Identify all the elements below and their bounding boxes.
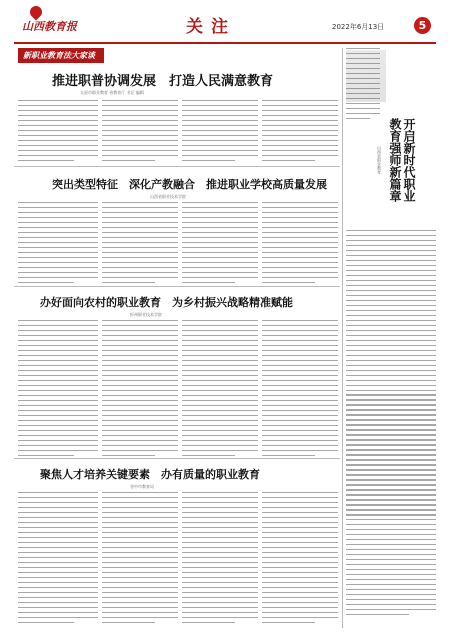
article-4-col-2 xyxy=(102,492,178,627)
article-1-title: 推进职普协调发展 打造人民满意教育 xyxy=(52,74,274,89)
sidebar-byline: 山西省职业教育 xyxy=(377,146,382,174)
masthead xyxy=(0,0,450,46)
article-4-byline: 晋中市教育局 xyxy=(130,484,154,489)
column-divider xyxy=(342,48,343,628)
article-3-title: 办好面向农村的职业教育 为乡村振兴战略精准赋能 xyxy=(40,296,293,309)
article-4-col-4 xyxy=(262,492,338,627)
article-1-col-3 xyxy=(182,100,258,165)
article-4-title: 聚焦人才培养关键要素 办有质量的职业教育 xyxy=(40,468,260,481)
article-3-col-3 xyxy=(182,320,258,460)
article-2-byline: 山西省职业技术学院 xyxy=(150,194,186,199)
sidebar-photo-placeholder xyxy=(346,50,386,102)
section-title: 关注 xyxy=(186,17,236,37)
sidebar-title-col-1: 开启新时代职业 xyxy=(402,118,416,202)
article-2-col-2 xyxy=(102,202,178,287)
newspaper-logo: 山西教育报 xyxy=(22,20,77,33)
article-4-col-3 xyxy=(182,492,258,627)
article-1-col-1 xyxy=(18,100,98,165)
article-4-col-1 xyxy=(18,492,98,627)
divider xyxy=(14,458,340,459)
column-banner: 新职业教育法大家谈 xyxy=(18,48,104,63)
sidebar-body xyxy=(346,230,436,619)
sidebar-title-col-2: 教育强师新篇章 xyxy=(388,118,402,202)
issue-date: 2022年6月13日 xyxy=(332,23,385,31)
divider xyxy=(14,286,340,287)
article-3-byline: 忻州职业技术学院 xyxy=(130,312,162,317)
article-1-col-2 xyxy=(102,100,178,165)
article-2-col-3 xyxy=(182,202,258,287)
divider xyxy=(14,166,340,167)
article-3-col-2 xyxy=(102,320,178,460)
article-3-col-4 xyxy=(262,320,338,460)
article-2-col-1 xyxy=(18,202,98,287)
article-2-title: 突出类型特征 深化产教融合 推进职业学校高质量发展 xyxy=(52,178,327,191)
article-1-col-4 xyxy=(262,100,338,165)
page-number-badge: 5 xyxy=(414,17,431,34)
article-3-col-1 xyxy=(18,320,98,460)
masthead-rule xyxy=(14,42,436,44)
article-2-col-4 xyxy=(262,202,338,287)
article-1-byline: 太原市职业教育 省教育厅 书记 编辑 xyxy=(80,90,144,95)
